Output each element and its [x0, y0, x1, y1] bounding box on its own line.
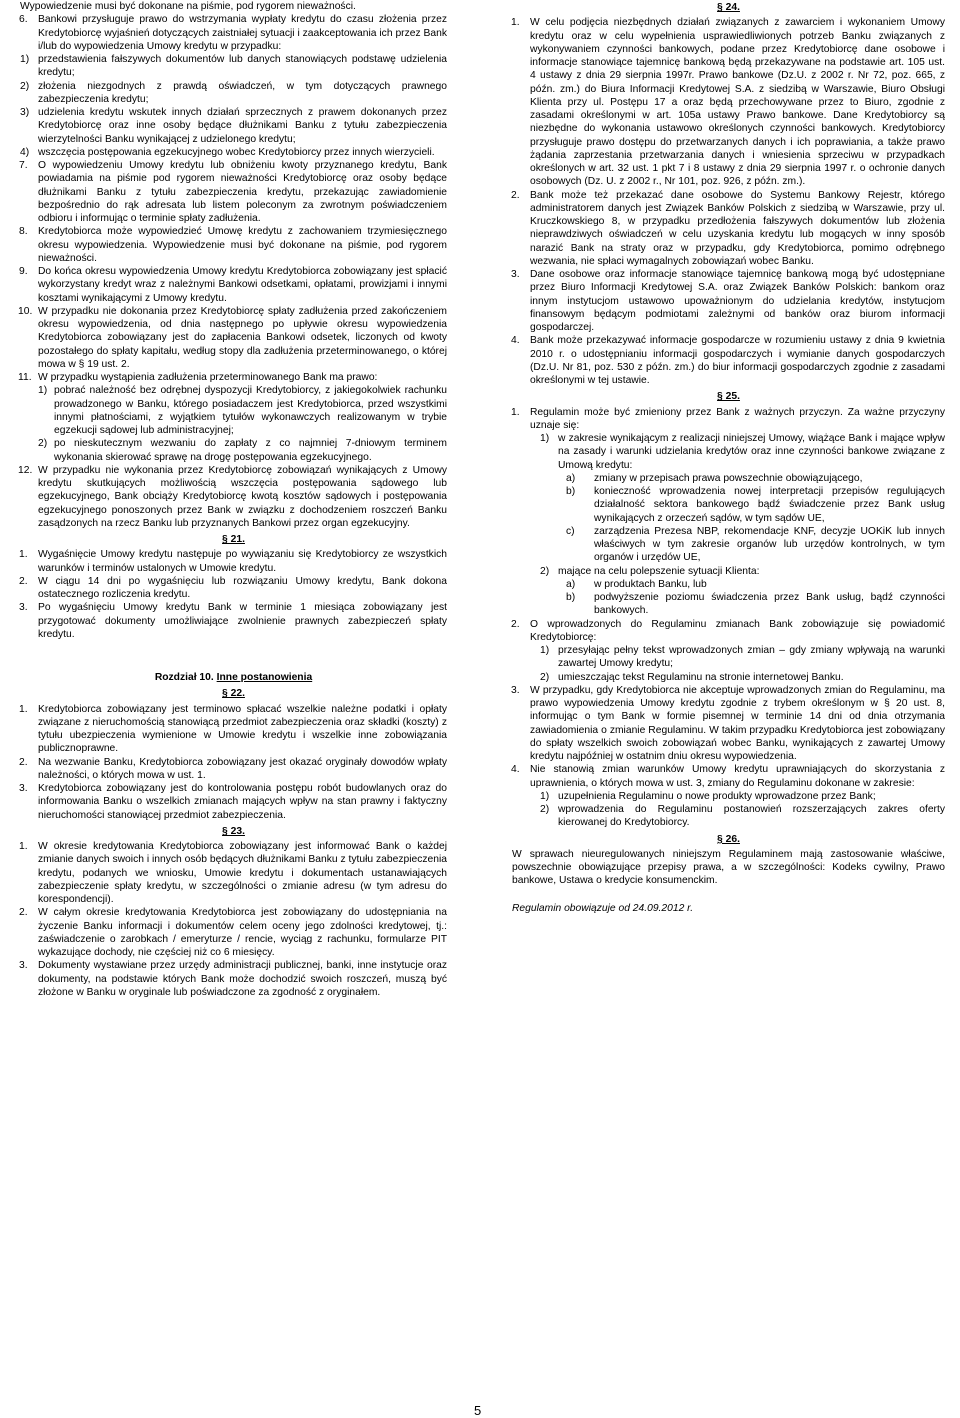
section-24-item-3: 3. Dane osobowe oraz informacje stanowiące tajemnicę bankową mogą być udostępniane przez Biuro Informacji Kredytowej S.A. oraz Związek Banków Polskich: bankom oraz innym instytucjom ustawowo upoważnionym do udzielania kredytów, instytucjom finansowym będącym podmiotami zależnymi od banków oraz biurom informacji gospodarczej.	[511, 269, 945, 333]
section-22-title: § 22.	[222, 688, 245, 700]
section-25-4-point-2: 2) wprowadzenia do Regulaminu postanowień rozszerzających zakres oferty kierowanej do Kredytobiorcy.	[540, 804, 945, 829]
section-22-item-2: 2. Na wezwanie Banku, Kredytobiorca zobowiązany jest okazać oryginały dowodów wpłaty należności, o których mowa w ust. 1.	[19, 756, 447, 781]
chapter-heading: Rozdział 10. Inne postanowienia	[154, 672, 313, 683]
section-23-item-3: 3. Dokumenty wystawiane przez urzędy administracji publicznej, banki, inne instytucje oraz dokumenty, na podstawie których Bank może dochodzić swoich roszczeń, muszą być złożone w Banku w oryginale lub poświadczone za zgodność z oryginałem.	[19, 960, 447, 998]
intro-text: Wypowiedzenie musi być dokonane na piśmie, pod rygorem nieważności.	[20, 1, 356, 12]
paragraph-6-item-2: 2) złożenia niezgodnych z prawdą oświadczeń, w tym dotyczących prawnego zabezpieczenia kredytu;	[20, 80, 447, 105]
paragraph-10: 10. W przypadku nie dokonania przez Kredytobiorcę spłaty zadłużenia przed zakończeniem okresu wypowiedzenia, od dnia następnego po upływie okresu wypowiedzenia Kredytobiorca zobowiązany jest do zapłacenia Bankowi odsetek, liczonych od kwoty pozostałego do spłaty kapitału, według stopy dla zadłużenia przeterminowanego, o której mowa w § 19 ust. 2.	[18, 305, 447, 370]
paragraph-8: 8. Kredytobiorca może wypowiedzieć Umowę kredytu z zachowaniem trzymiesięcznego okresu wypowiedzenia. Wypowiedzenie musi być dokonane na piśmie, pod rygorem nieważności.	[19, 226, 447, 264]
section-25-1-1-b: b) konieczność wprowadzenia nowej interpretacji przepisów regulujących działalność sektora bankowego bądź świadczenie przez Bank usług wynikających z orzeczeń sądów, w tym sądów UE,	[566, 486, 945, 524]
paragraph-6-item-3: 3) udzielenia kredytu wskutek innych działań sprzecznych z prawem dokonanych przez Kredytobiorcę oraz inne osoby będące dłużnikami Banku z tytułu zabezpieczenia wierzytelności Banku wynikającej z udzielonego kredytu;	[20, 107, 447, 145]
section-25-title: § 25.	[717, 391, 740, 403]
section-23-title: § 23.	[222, 825, 245, 837]
section-25-1-1-c: c) zarządzenia Prezesa NBP, rekomendacje KNF, decyzje UOKiK lub innych właściwych w tym zakresie organów lub urzędów kontrolnych, w tym organów i urzędów UE,	[566, 525, 945, 564]
section-25-item-1: 1. Regulamin może być zmieniony przez Bank z ważnych przyczyn. Za ważne przyczyny uznaje się:	[511, 406, 945, 431]
section-25-item-4: 4. Nie stanowią zmian warunków Umowy kredytu uprawniających do skorzystania z uprawnienia, o których mowa w ust. 3, zmiany do Regulaminu dokonane w zakresie:	[511, 764, 945, 789]
paragraph-11: 11. W przypadku wystąpienia zadłużenia przeterminowanego Bank ma prawo:	[18, 372, 378, 383]
section-21-item-1: 1. Wygaśnięcie Umowy kredytu następuje po wywiązaniu się Kredytobiorcy ze wszystkich warunków i terminów ustalonych w Umowie kredytu.	[19, 549, 447, 574]
section-25-item-3: 3. W przypadku, gdy Kredytobiorca nie akceptuje wprowadzonych zmian do Regulaminu, ma prawo wypowiedzenia Umowy kredytu zgodnie z trybem określonym w § 20 ust. 8, informując o tym Bank w formie pisemnej w terminie 14 dni od dnia otrzymania zawiadomienia o zmianie Regulaminu. W takim przypadku Kredytobiorca jest zobowiązany do spłaty wszelkich swoich zobowiązań wobec Banku, wynikających z zawartej Umowy kredytu najpóźniej w ostatnim dniu okresu wypowiedzenia.	[511, 684, 945, 762]
paragraph-9: 9. Do końca okresu wypowiedzenia Umowy kredytu Kredytobiorca zobowiązany jest spłacić wykorzystany kredyt wraz z należnymi Bankowi odsetkami, opłatami, prowizjami i innymi kosztami wynikającymi z Umowy kredytu.	[19, 266, 447, 304]
section-26-text: W sprawach nieuregulowanych niniejszym Regulaminem mają zastosowanie właściwe, powszechnie obowiązujące przepisy prawa, a w szczególności: Kodeks cywilny, Prawo bankowe, Ustawa o kredycie konsumenckim.	[512, 848, 945, 887]
page-number: 5	[474, 1403, 482, 1418]
section-25-1-2-a: a) w produktach Banku, lub	[566, 578, 707, 590]
section-21-title: § 21.	[222, 534, 245, 545]
section-24-item-1: 1. W celu podjęcia niezbędnych działań związanych z zawarciem i wykonaniem Umowy kredytu oraz w celu wypełnienia usprawiedliwionych potrzeb Banku związanych z wykonywaniem czynności bankowych, podane przez Kredytobiorcę dane osobowe i informacje stanowiące tajemnicę bankową będą przekazywane na podstawie art. 105 ust. 4 ustawy z dnia 29 sierpnia 1997r. Prawo bankowe (Dz.U. z 2002 r. Nr 72, poz. 665, z późn. zm.) do Biura Informacji Kredytowej S.A. z siedzibą w Warszawie, Biuro Obsługi Klienta przy ul. Postępu 17 a oraz będą przechowywane przez to Biuro, zgodnie z zasadami określonymi w art. 105a ustawy Prawo bankowe. Dane Kredytobiorcy są niezbędne do wykonania ustawowo określonych czynności bankowych. Kredytobiorcy przysługuje prawo dostępu do przetwarzanych danych i ich poprawiania, a także prawo żądania zaprzestania przetwarzania danych i wniesienia sprzeciwu w przypadkach określonych w art. 32 ust. 1 pkt 7 i 8 ustawy z dnia 29 sierpnia 1997 r. o ochronie danych osobowych (Dz. U. z 2002 r., Nr 101, poz. 926, z późn. zm.).	[511, 17, 945, 188]
paragraph-7: 7. O wypowiedzeniu Umowy kredytu lub obniżeniu kwoty przyznanego kredytu, Bank powiadamia na piśmie pod rygorem nieważności Kredytobiorcę oraz osoby będące dłużnikami Banku z tytułu zabezpieczenia kredytu, przekazując zawiadomienie bezpośrednio do rąk adresata lub listem poleconym za zwrotnym poświadczeniem odbioru i informując o terminie spłaty zadłużenia.	[19, 160, 447, 224]
section-25-4-point-1: 1) uzupełnienia Regulaminu o nowe produkty wprowadzone przez Bank;	[540, 790, 876, 802]
section-25-2-point-1: 1) przesyłając pełny tekst wprowadzonych zmian – gdy zmiany wpływają na warunki zawartej Umowy kredytu;	[540, 645, 945, 670]
left-column	[20, 0, 447, 999]
section-21-item-3: 3. Po wygaśnięciu Umowy kredytu Bank w terminie 1 miesiąca zobowiązany jest przygotować dokumenty umożliwiające zwolnienie prawnych zabezpieczeń spłaty kredytu.	[19, 602, 447, 640]
section-25-2-point-2: 2) umieszczając tekst Regulaminu na stronie internetowej Banku.	[540, 671, 844, 683]
effective-date-note: Regulamin obowiązuje od 24.09.2012 r.	[512, 902, 694, 914]
section-26-title: § 26.	[717, 833, 740, 845]
right-column	[512, 0, 945, 915]
paragraph-11-item-1: 1) pobrać należność bez odrębnej dyspozycji Kredytobiorcy, z jakiegokolwiek rachunku prowadzonego w Banku, którego posiadaczem jest Kredytobiorca, przed wszystkimi innymi płatnościami, z wyjątkiem tytułów wykonawczych realizowanym w trybie egzekucji sądowej lub administracyjnej;	[38, 385, 447, 436]
section-24-title: § 24.	[717, 2, 740, 13]
section-25-1-1-a: a) zmiany w przepisach prawa powszechnie obowiązującego,	[566, 472, 863, 484]
paragraph-6-item-1: 1) przedstawienia fałszywych dokumentów lub danych stanowiących podstawę udzielenia kredytu;	[20, 54, 447, 79]
section-24-item-2: 2. Bank może też przekazać dane osobowe do Systemu Bankowy Rejestr, którego administratorem danych jest Związek Banków Polskich z siedzibą w Warszawie, przy ul. Kruczkowskiego 8, w przypadku przedłożenia fałszywych dokumentów lub złożenia nieprawdziwych oświadczeń w celu uzyskania kredytu lub mogących w inny sposób narazić Bank na straty oraz w przypadku, gdy Kredytobiorca, pomimo odrębnego wezwania, nie spłaci wymagalnych zobowiązań wobec Banku.	[511, 189, 945, 267]
section-23-item-2: 2. W całym okresie kredytowania Kredytobiorca jest zobowiązany do udostępniania na życzenie Banku informacji i dokumentów celem oceny jego zdolności kredytowej, tj.: zaświadczenie o zarobkach / emeryturze / rencie, wyciąg z rachunku, formularze PIT wykazujące dochody, nie częściej niż co 6 miesięcy.	[19, 907, 447, 958]
section-22-item-3: 3. Kredytobiorca zobowiązany jest do kontrolowania postępu robót budowlanych oraz do informowania Banku o wszelkich zmianach mających wpływ na stan prawny i faktyczny nieruchomości stanowiącej przedmiot zabezpieczenia.	[19, 783, 447, 821]
paragraph-11-item-2: 2) po nieskutecznym wezwaniu do zapłaty z co najmniej 7-dniowym terminem wykonania skierować sprawę na drogę postępowania egzekucyjnego.	[38, 438, 447, 463]
section-25-1-point-1: 1) w zakresie wynikającym z realizacji niniejszej Umowy, wiążące Bank i mające wpływ na zasady i warunki udzielania kredytów oraz inne czynności bankowe związane z Umową kredytu:	[540, 433, 945, 471]
section-21-item-2: 2. W ciągu 14 dni po wygaśnięciu lub rozwiązaniu Umowy kredytu, Bank dokona ostatecznego rozliczenia kredytu.	[19, 575, 447, 600]
section-24-item-4: 4. Bank może przekazywać informacje gospodarcze w rozumieniu ustawy z dnia 9 kwietnia 2010 r. o udostępnianiu informacji gospodarczych i wymianie danych gospodarczych (Dz.U. Nr 81, poz. 530 z późn. zm.) do biur informacji gospodarczych zgodnie z zasadami określonymi w tej ustawie.	[511, 335, 945, 386]
section-23-item-1: 1. W okresie kredytowania Kredytobiorca zobowiązany jest informować Bank o każdej zmianie danych swoich i innych osób będących dłużnikami Banku z tytułu zabezpieczenia kredytu, podanych we wniosku, Umowie kredytu i dokumentach ustanawiających zabezpieczenie spłaty kredytu, w szczególności o zmianie adresu (w tym adresu do korespondencji).	[19, 841, 447, 905]
paragraph-6: 6. Bankowi przysługuje prawo do wstrzymania wypłaty kredytu do czasu złożenia przez Kredytobiorcę wyjaśnień dotyczących zaistniałej sytuacji i zaakceptowania ich przez Bank i/lub do wypowiedzenia Umowy kredytu w przypadku:	[19, 14, 447, 52]
paragraph-12: 12. W przypadku nie wykonania przez Kredytobiorcę zobowiązań wynikających z Umowy kredytu skutkujących możliwością wszczęcia postępowania sądowego lub egzekucyjnego, Bank obciąży Kredytobiorcę kwotą kosztów sądowych i postępowania egzekucyjnego ponoszonych przez Bank w związku z dochodzeniem roszczeń Banku zasądzonych na rzecz Banku lub przyznanych Bankowi przez organ egzekucyjny.	[18, 464, 447, 529]
section-25-item-2: 2. O wprowadzonych do Regulaminu zmianach Bank zobowiązuje się powiadomić Kredytobiorcę:	[511, 618, 945, 643]
paragraph-6-item-4: 4) wszczęcia postępowania egzekucyjnego wobec Kredytobiorcy przez innych wierzycieli.	[20, 146, 435, 158]
section-22-item-1: 1. Kredytobiorca zobowiązany jest terminowo spłacać wszelkie należne podatki i opłaty związane z nieruchomością stanowiącą przedmiot zabezpieczenia oraz składki (koszty) z tytułu ubezpieczenia wymienione w Umowie kredytu i wszelkie inne zobowiązania publicznoprawne.	[19, 703, 447, 755]
section-25-1-point-2: 2) mające na celu polepszenie sytuacji Klienta:	[540, 565, 760, 577]
section-25-1-2-b: b) podwyższenie poziomu świadczenia przez Bank usług, bądź czynności bankowych.	[566, 592, 945, 617]
paragraph-11-list	[20, 384, 447, 464]
